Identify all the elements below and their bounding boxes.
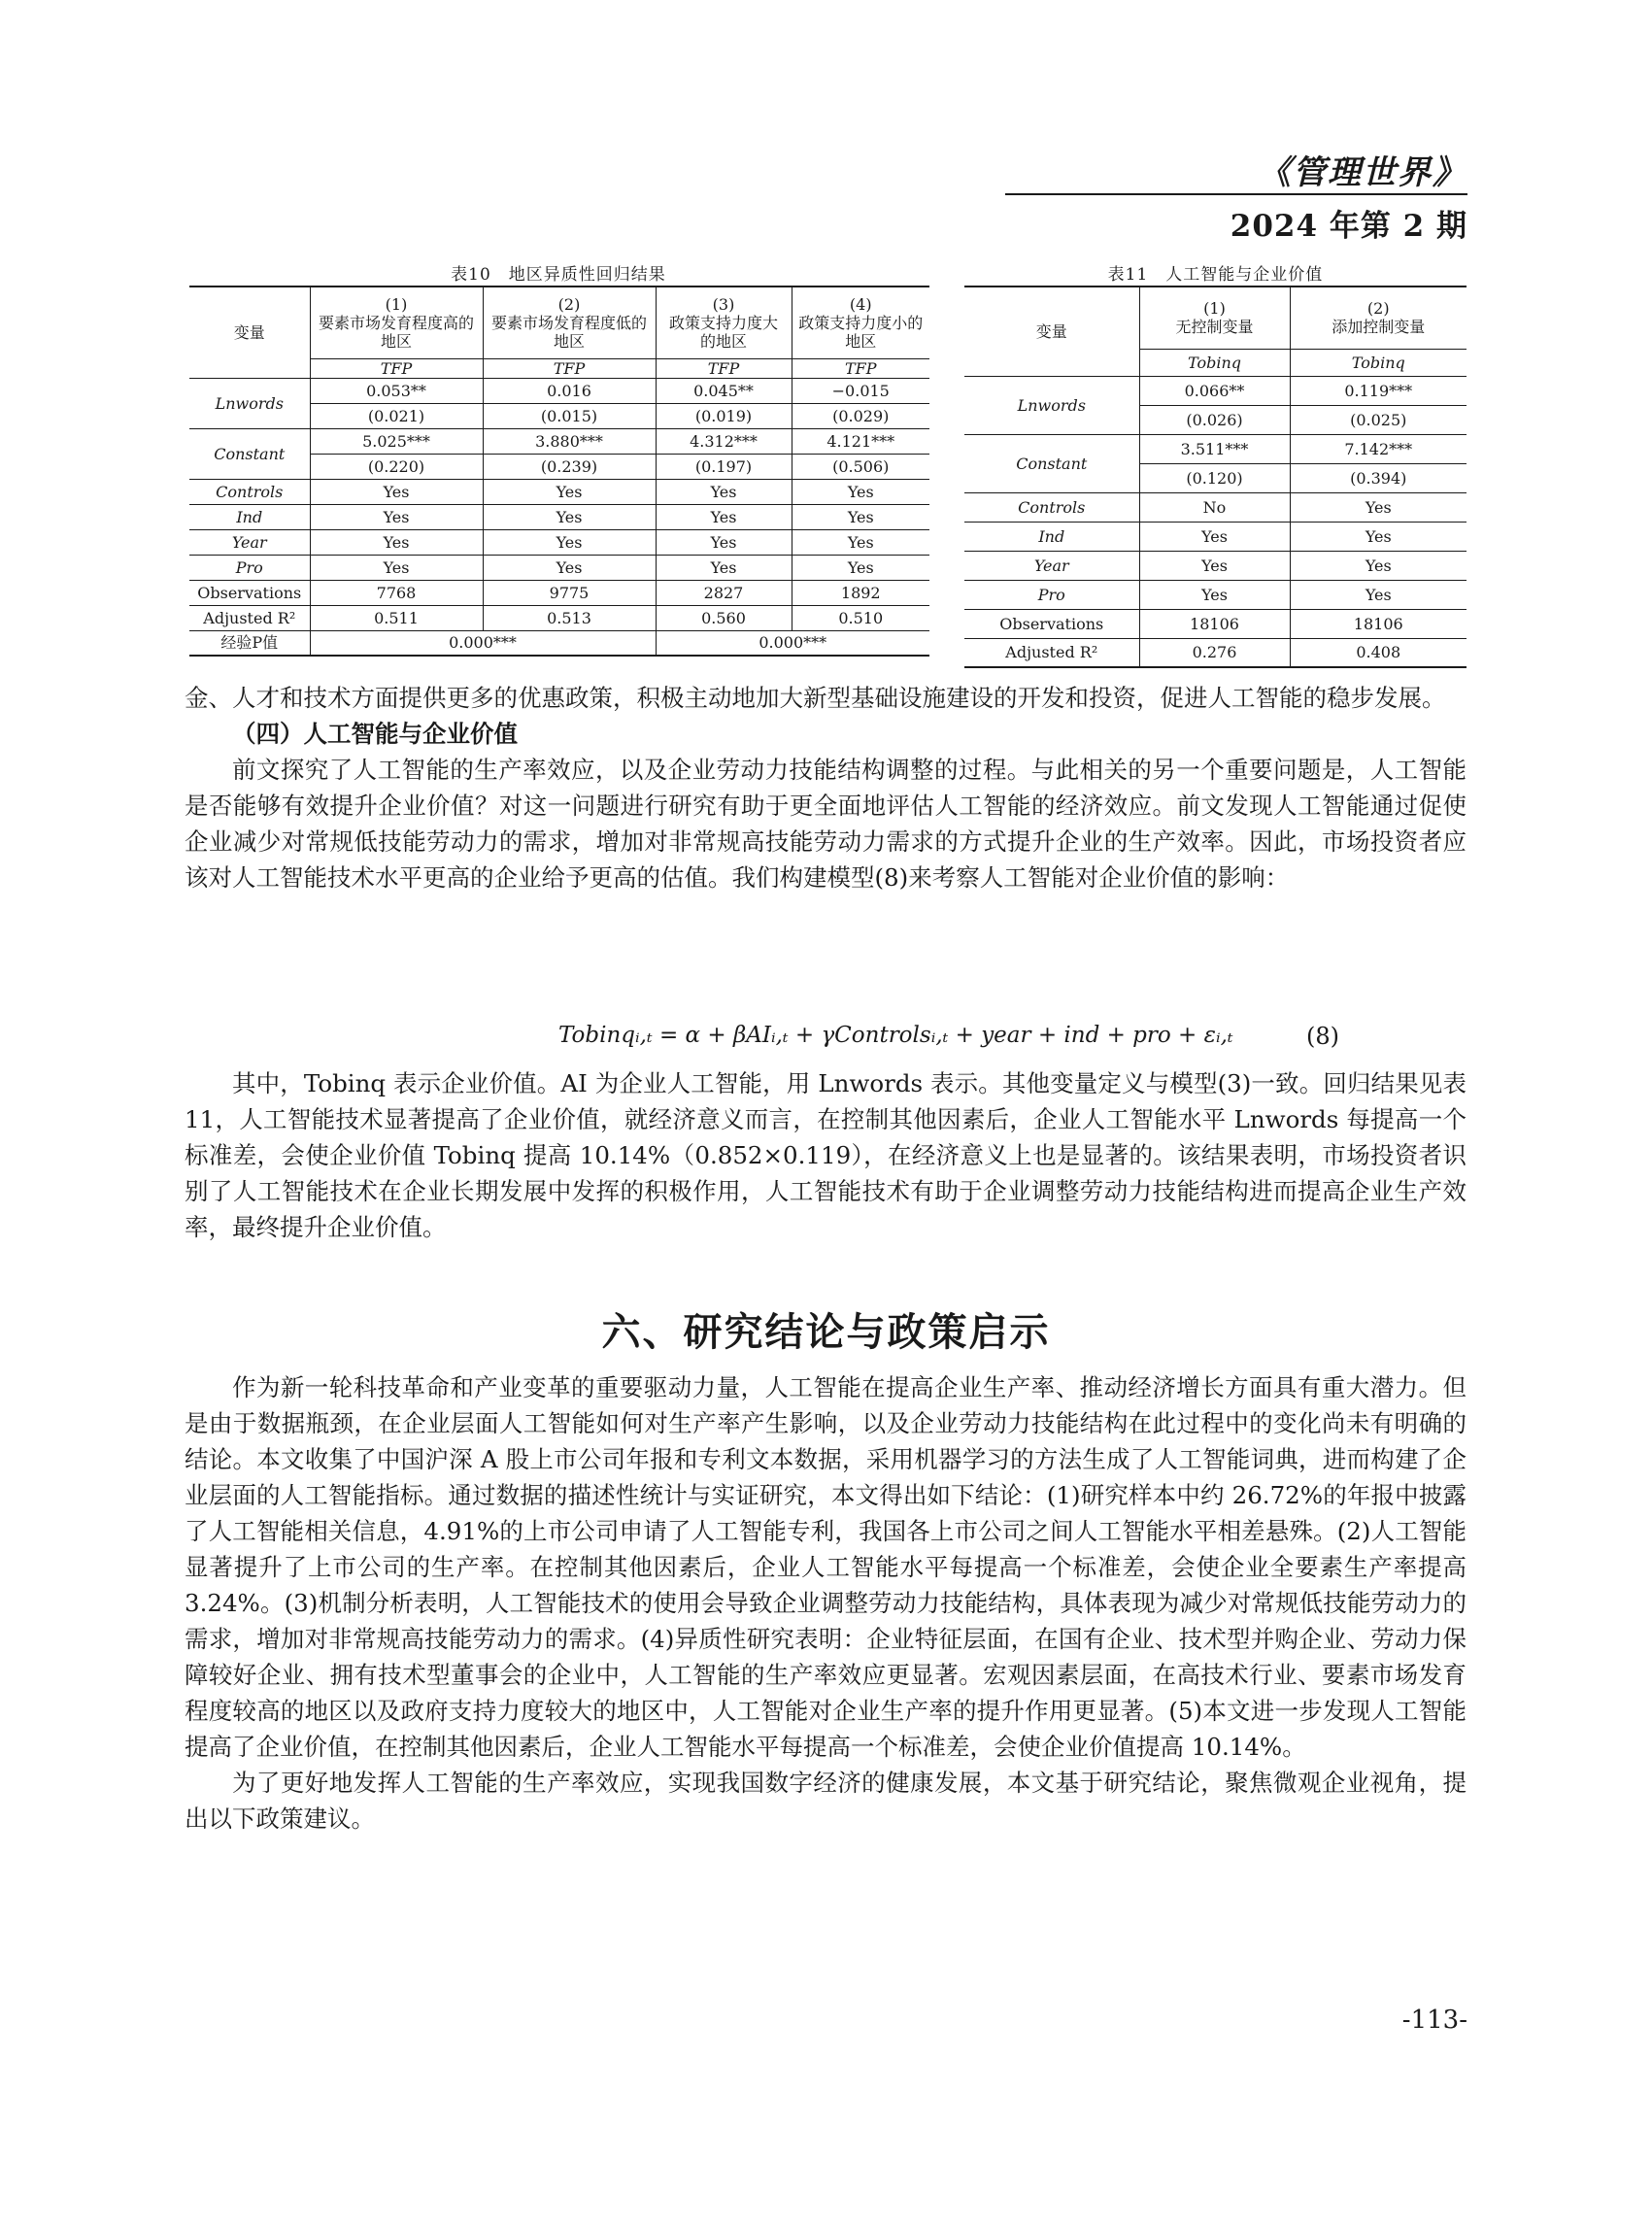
table10-var-header: 变量 <box>189 287 310 378</box>
table11-row-label: Constant <box>964 434 1139 492</box>
subsection-heading: （四）人工智能与企业价值 <box>232 720 518 748</box>
table10-cell: 0.000*** <box>656 630 929 656</box>
table10-cell: 0.000*** <box>310 630 656 656</box>
table11 <box>964 286 1467 668</box>
table10-cell: Yes <box>483 529 656 555</box>
table10-cell: (0.029) <box>792 403 929 428</box>
table11-row-label: Controls <box>964 492 1139 522</box>
table10-row-label: Constant <box>189 428 310 479</box>
table10-row-label: Adjusted R² <box>189 605 310 630</box>
table10-cell: (0.197) <box>656 454 792 479</box>
table11-cell: (0.026) <box>1139 405 1290 434</box>
table10-col-header: (1) 要素市场发育程度高的地区 <box>310 287 483 358</box>
table10-row-label: 经验P值 <box>189 630 310 656</box>
table10-cell: 3.880*** <box>483 428 656 454</box>
journal-name: 《管理世界》 <box>1258 153 1467 192</box>
table10-col-header: (3) 政策支持力度大的地区 <box>656 287 792 358</box>
table11-cell: Yes <box>1290 492 1467 522</box>
header-rule <box>1005 193 1467 195</box>
table10-cell: Yes <box>792 529 929 555</box>
table11-dep-var: Tobinq <box>1290 349 1467 376</box>
table10-row-label: Observations <box>189 580 310 605</box>
table11-cell: (0.394) <box>1290 463 1467 492</box>
paragraph: 前文探究了人工智能的生产率效应，以及企业劳动力技能结构调整的过程。与此相关的另一个重要问题是，人工智能是否能够有效提升企业价值？对这一问题进行研究有助于更全面地评估人工智能的经济效应。前文发现人工智能通过促使企业减少对常规低技能劳动力的需求，增加对非常规高技能劳动力需求的方式提升企业的生产效率。因此，市场投资者应该对人工智能技术水平更高的企业给予更高的估值。我们构建模型(8)来考察人工智能对企业价值的影响： <box>185 756 1467 892</box>
table10-cell: Yes <box>656 479 792 504</box>
equation-8: Tobinqᵢ,ₜ = α + βAIᵢ,ₜ + γControlsᵢ,ₜ + year + ind + pro + εᵢ,ₜ <box>558 1023 1233 1048</box>
table11-cell: Yes <box>1139 580 1290 609</box>
table11-cell: 0.066** <box>1139 376 1290 405</box>
table10-cell: Yes <box>656 529 792 555</box>
table11-cell: 18106 <box>1139 609 1290 638</box>
table10-row-label: Ind <box>189 504 310 529</box>
table11-dep-var: Tobinq <box>1139 349 1290 376</box>
equation-number: (8) <box>1306 1023 1339 1050</box>
table10-cell: Yes <box>483 504 656 529</box>
table10-col-header: (2) 要素市场发育程度低的地区 <box>483 287 656 358</box>
table11-title: 表11 人工智能与企业价值 <box>1107 265 1324 285</box>
table11-cell: Yes <box>1290 551 1467 580</box>
table10-cell: Yes <box>656 555 792 580</box>
table11-col-header: (2) 添加控制变量 <box>1290 287 1467 349</box>
table10-cell: Yes <box>656 504 792 529</box>
table11-cell: Yes <box>1290 580 1467 609</box>
body-upper <box>185 680 1467 895</box>
section-heading: 六、研究结论与政策启示 <box>601 1309 1051 1355</box>
table10-cell: Yes <box>310 504 483 529</box>
table11-cell: Yes <box>1290 522 1467 551</box>
table10-row-label: Year <box>189 529 310 555</box>
table11-row-label: Pro <box>964 580 1139 609</box>
table10-row-label: Pro <box>189 555 310 580</box>
paragraph: 为了更好地发挥人工智能的生产率效应，实现我国数字经济的健康发展，本文基于研究结论，聚焦微观企业视角，提出以下政策建议。 <box>185 1769 1467 1833</box>
table11-cell: (0.025) <box>1290 405 1467 434</box>
table10-cell: (0.021) <box>310 403 483 428</box>
body-lower <box>185 1369 1467 1837</box>
table10-cell: Yes <box>792 555 929 580</box>
table11-cell: 0.119*** <box>1290 376 1467 405</box>
table11-cell: No <box>1139 492 1290 522</box>
table10-cell: Yes <box>310 555 483 580</box>
table10-cell: 0.045** <box>656 378 792 403</box>
table10-row-label: Lnwords <box>189 378 310 428</box>
table11-col-header: (1) 无控制变量 <box>1139 287 1290 349</box>
issue-number: 2024 年第 2 期 <box>1230 209 1467 244</box>
table10-cell: (0.239) <box>483 454 656 479</box>
table10-cell: 2827 <box>656 580 792 605</box>
table10-cell: Yes <box>792 479 929 504</box>
table11-cell: Yes <box>1139 551 1290 580</box>
table10-cell: 0.053** <box>310 378 483 403</box>
table10-cell: (0.015) <box>483 403 656 428</box>
paragraph: 其中，Tobinq 表示企业价值。AI 为企业人工智能，用 Lnwords 表示。其他变量定义与模型(3)一致。回归结果见表11，人工智能技术显著提高了企业价值，就经济意义而言，在控制其他因素后，企业人工智能水平 Lnwords 每提高一个标准差，会使企业价值 Tobinq 提高 10.14%（0.852×0.119），在经济意义上也是显著的。该结果表明，市场投资者识别了人工智能技术在企业长期发展中发挥的积极作用，人工智能技术有助于企业调整劳动力技能结构进而提高企业生产效率，最终提升企业价值。 <box>185 1069 1467 1241</box>
table11-cell: (0.120) <box>1139 463 1290 492</box>
table10-cell: 9775 <box>483 580 656 605</box>
table10-title: 表10 地区异质性回归结果 <box>451 265 666 285</box>
table10-cell: 5.025*** <box>310 428 483 454</box>
table10-dep-var: TFP <box>310 358 483 378</box>
table10-cell: 1892 <box>792 580 929 605</box>
table10-cell: 0.510 <box>792 605 929 630</box>
table10-row-label: Controls <box>189 479 310 504</box>
table10-cell: 0.513 <box>483 605 656 630</box>
table10-cell: (0.506) <box>792 454 929 479</box>
table11-var-header: 变量 <box>964 287 1139 376</box>
table11-cell: 0.276 <box>1139 638 1290 667</box>
table10-cell: 4.121*** <box>792 428 929 454</box>
table11-row-label: Ind <box>964 522 1139 551</box>
table10-dep-var: TFP <box>656 358 792 378</box>
table11-cell: 0.408 <box>1290 638 1467 667</box>
table11-row-label: Adjusted R² <box>964 638 1139 667</box>
table11-row-label: Year <box>964 551 1139 580</box>
table10 <box>189 286 929 657</box>
table11-cell: Yes <box>1139 522 1290 551</box>
table10-col-header: (4) 政策支持力度小的地区 <box>792 287 929 358</box>
table10-cell: (0.019) <box>656 403 792 428</box>
table10-cell: Yes <box>792 504 929 529</box>
table10-dep-var: TFP <box>792 358 929 378</box>
table11-cell: 7.142*** <box>1290 434 1467 463</box>
paragraph: 作为新一轮科技革命和产业变革的重要驱动力量，人工智能在提高企业生产率、推动经济增长方面具有重大潜力。但是由于数据瓶颈，在企业层面人工智能如何对生产率产生影响，以及企业劳动力技能结构在此过程中的变化尚未有明确的结论。本文收集了中国沪深 A 股上市公司年报和专利文本数据，采用机器学习的方法生成了人工智能词典，进而构建了企业层面的人工智能指标。通过数据的描述性统计与实证研究，本文得出如下结论：(1)研究样本中约 26.72%的年报中披露了人工智能相关信息，4.91%的上市公司申请了人工智能专利，我国各上市公司之间人工智能水平相差悬殊。(2)人工智能显著提升了上市公司的生产率。在控制其他因素后，企业人工智能水平每提高一个标准差，会使企业全要素生产率提高 3.24%。(3)机制分析表明，人工智能技术的使用会导致企业调整劳动力技能结构，具体表现为减少对常规低技能劳动力的需求，增加对非常规高技能劳动力的需求。(4)异质性研究表明：企业特征层面，在国有企业、技术型并购企业、劳动力保障较好企业、拥有技术型董事会的企业中，人工智能的生产率效应更显著。宏观因素层面，在高技术行业、要素市场发育程度较高的地区以及政府支持力度较大的地区中，人工智能对企业生产率的提升作用更显著。(5)本文进一步发现人工智能提高了企业价值，在控制其他因素后，企业人工智能水平每提高一个标准差，会使企业价值提高 10.14%。 <box>185 1373 1467 1761</box>
table11-row-label: Lnwords <box>964 376 1139 434</box>
table11-cell: 18106 <box>1290 609 1467 638</box>
table10-cell: Yes <box>483 555 656 580</box>
table10-cell: 4.312*** <box>656 428 792 454</box>
table10-cell: 0.511 <box>310 605 483 630</box>
table10-dep-var: TFP <box>483 358 656 378</box>
paragraph-continued: 金、人才和技术方面提供更多的优惠政策，积极主动地加大新型基础设施建设的开发和投资，促进人工智能的稳步发展。 <box>185 684 1446 712</box>
page-number: -113- <box>1401 2006 1467 2035</box>
table10-cell: 7768 <box>310 580 483 605</box>
table10-cell: Yes <box>310 479 483 504</box>
table10-cell: −0.015 <box>792 378 929 403</box>
table11-cell: 3.511*** <box>1139 434 1290 463</box>
table11-row-label: Observations <box>964 609 1139 638</box>
table10-cell: (0.220) <box>310 454 483 479</box>
table10-cell: 0.016 <box>483 378 656 403</box>
body-middle <box>185 1065 1467 1245</box>
table10-cell: Yes <box>483 479 656 504</box>
table10-cell: Yes <box>310 529 483 555</box>
table10-cell: 0.560 <box>656 605 792 630</box>
